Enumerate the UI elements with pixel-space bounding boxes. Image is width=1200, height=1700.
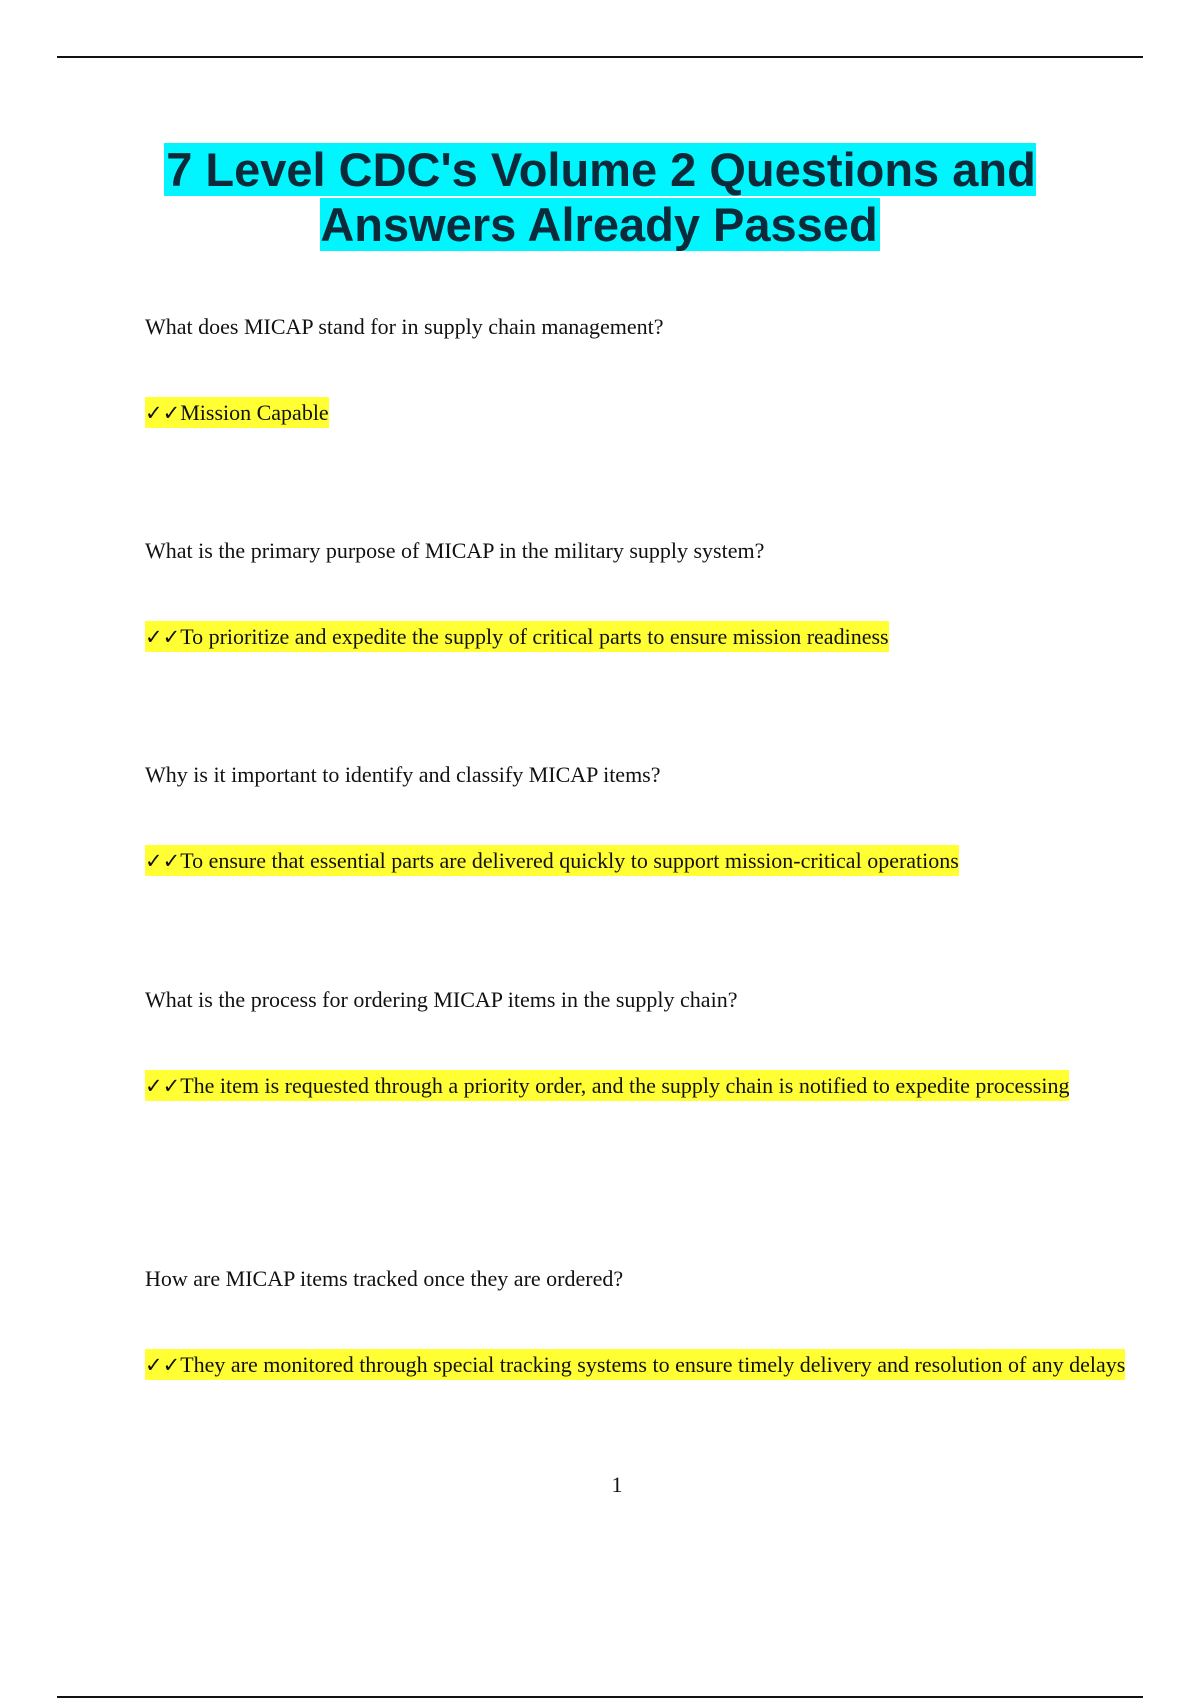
- answer-label: The item is requested through a priority order, and the supply chain is notified to expedite processing: [180, 1073, 1070, 1098]
- title-highlight: 7 Level CDC's Volume 2 Questions and Answers Already Passed: [166, 143, 1036, 251]
- answer-text: [145, 382, 1145, 444]
- double-check-mark-icon: ✓✓: [145, 625, 181, 649]
- double-check-mark-icon: ✓✓: [145, 401, 181, 425]
- qa-item-1: [145, 312, 1145, 444]
- qa-item-2: [145, 536, 1145, 668]
- answer-text: [145, 1334, 1145, 1396]
- double-check-mark-icon: ✓✓: [145, 1353, 181, 1377]
- header-rule: [57, 56, 1143, 58]
- answer-label: They are monitored through special tracking systems to ensure timely delivery and resolution of any delays: [180, 1352, 1126, 1377]
- qa-item-4: [145, 985, 1145, 1117]
- answer-label: Mission Capable: [180, 400, 329, 425]
- answer-text: [145, 830, 1145, 892]
- answer-text: [145, 1055, 1145, 1117]
- question-text: What is the process for ordering MICAP items in the supply chain?: [145, 987, 738, 1012]
- footer-rule: [57, 1696, 1143, 1698]
- question-text: What is the primary purpose of MICAP in the military supply system?: [145, 538, 765, 563]
- answer-label: To prioritize and expedite the supply of critical parts to ensure mission readiness: [180, 624, 889, 649]
- answer-label: To ensure that essential parts are delivered quickly to support mission-critical operations: [180, 848, 959, 873]
- document-title: [100, 142, 1100, 252]
- question-text: Why is it important to identify and classify MICAP items?: [145, 762, 661, 787]
- qa-item-5: [145, 1264, 1145, 1396]
- qa-item-3: [145, 760, 1145, 892]
- question-text: How are MICAP items tracked once they are ordered?: [145, 1266, 624, 1291]
- double-check-mark-icon: ✓✓: [145, 1074, 181, 1098]
- answer-text: [145, 606, 1145, 668]
- page-number: 1: [611, 1472, 623, 1497]
- question-text: What does MICAP stand for in supply chain management?: [145, 314, 664, 339]
- double-check-mark-icon: ✓✓: [145, 849, 181, 873]
